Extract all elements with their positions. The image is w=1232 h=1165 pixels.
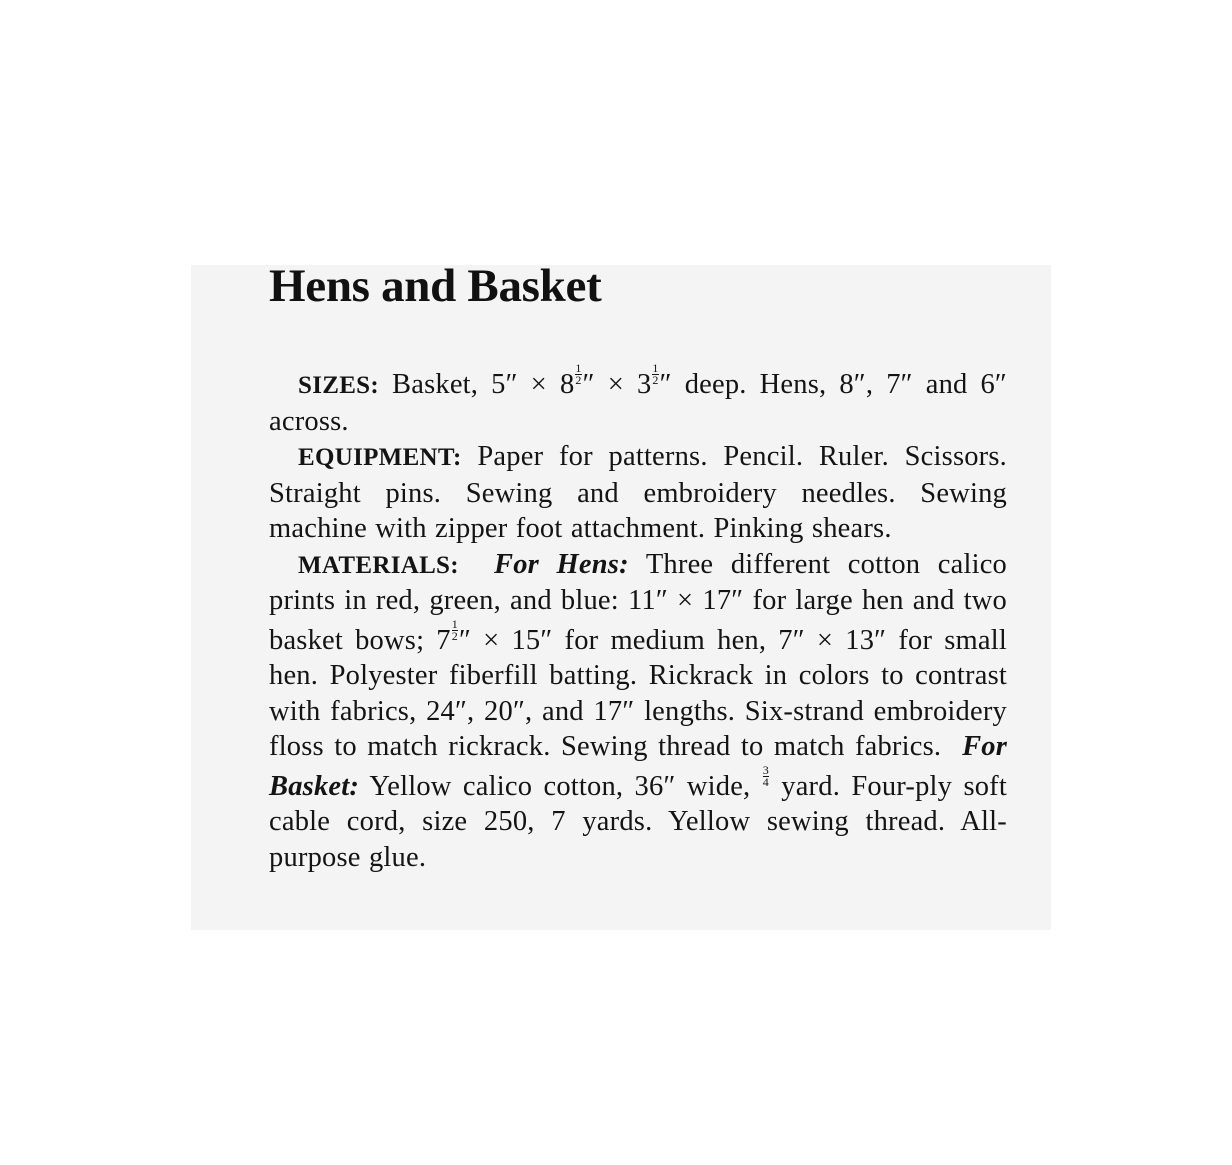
sizes-text-3: ″ deep. Hens, 8″, 7″ and 6″ across. bbox=[269, 369, 1008, 437]
equipment-text: Paper for patterns. Pencil. Ruler. Scissors. Straight pins. Sewing and embroidery needles. Sewing machine with zipper foot attachment. Pinking shears. bbox=[269, 441, 1007, 544]
equipment-label: EQUIPMENT: bbox=[298, 444, 462, 471]
fraction-three-quarters: $\frac{3}{4}$ bbox=[762, 762, 769, 789]
fraction-half: $\frac{1}{2}$ bbox=[652, 361, 659, 387]
hens-subhead: For Hens: bbox=[494, 548, 629, 580]
fraction-half: $\frac{1}{2}$ bbox=[575, 361, 582, 387]
hens-text-1: Three different cotton calico prints in red, green, and blue: 11″ × 17″ for large hen and two basket bows; 7 bbox=[269, 548, 1008, 656]
sizes-paragraph bbox=[269, 363, 1007, 439]
materials-label: MATERIALS: bbox=[298, 551, 459, 579]
document-title: Hens and Basket bbox=[269, 265, 602, 312]
basket-subhead: For Basket: bbox=[269, 731, 1008, 802]
materials-paragraph bbox=[269, 547, 1007, 876]
sizes-text-2: ″ × 3 bbox=[582, 369, 652, 400]
scanned-page bbox=[191, 265, 1051, 930]
equipment-paragraph bbox=[269, 439, 1007, 547]
basket-text-2: yard. Four-ply soft cable cord, size 250, 7 yards. Yellow sewing thread. All-purpose glue. bbox=[269, 770, 1007, 873]
fraction-half: $\frac{1}{2}$ bbox=[451, 616, 458, 643]
basket-text-1: Yellow calico cotton, 36″ wide, bbox=[369, 770, 751, 802]
sizes-label: SIZES: bbox=[298, 372, 380, 399]
hens-text-2: ″ × 15″ for medium hen, 7″ × 13″ for small hen. Polyester fiberfill batting. Rickrack in colors to contrast with fabrics, 24″, 20″, and 17″ lengths. Six-strand embroidery floss to match rickrack. Sewing thread to match fabrics. bbox=[269, 624, 1007, 762]
sizes-text-1: Basket, 5″ × 8 bbox=[392, 369, 575, 400]
document-body bbox=[269, 363, 1007, 875]
